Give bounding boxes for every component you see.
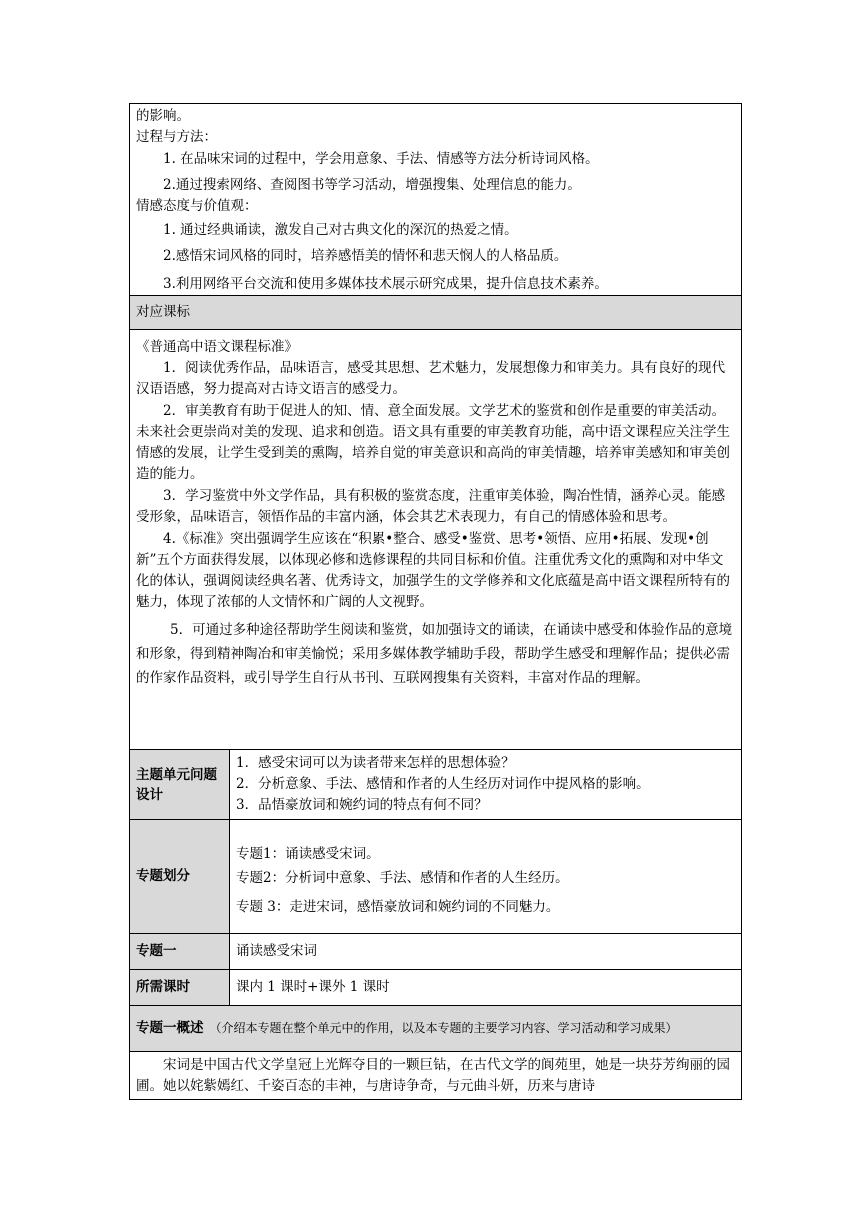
overview-header-row [130,1006,742,1052]
standards-header: 对应课标 [130,296,742,330]
topic-one-row [130,934,742,970]
standards-cell [130,330,742,750]
emotion-item: 3.利用网络平台交流和使用多媒体技术展示研究成果，提升信息技术素养。 [163,276,608,292]
topic-item: 专题 3：走进宋词，感悟豪放词和婉约词的不同魅力。 [236,899,560,915]
overview-row [130,1052,742,1100]
hours-row [130,970,742,1006]
topic-item: 专题1：诵读感受宋词。 [236,846,380,862]
standard-item: 1．阅读优秀作品，品味语言，感受其思想、艺术魅力，发展想像力和审美力。具有良好的现代汉语语感，努力提高对古诗文语言的感受力。 [136,360,726,397]
hours-label: 所需课时 [130,970,230,1006]
topics-label: 专题划分 [130,820,230,934]
process-item: 1. 在品味宋词的过程中，学会用意象、手法、情感等方法分析诗词风格。 [163,151,599,167]
goals-continuation: 的影响。 [136,108,190,124]
standard-item: 5．可通过多种途径帮助学生阅读和鉴赏，如加强诗文的诵读，在诵读中感受和体验作品的意境和形象，得到精神陶冶和审美愉悦；采用多媒体教学辅助手段，帮助学生感受和理解作品；提供必需的作家作品资料，或引导学生自行从书刊、互联网搜集有关资料，丰富对作品的理解。 [136,622,733,686]
questions-label: 主题单元问题设计 [130,750,230,820]
topics-cell [230,820,742,934]
topics-row [130,820,742,934]
process-item: 2.通过搜索网络、查阅图书等学习活动，增强搜集、处理信息的能力。 [163,177,581,193]
topic-item: 专题2：分析词中意象、手法、感情和作者的人生经历。 [236,870,569,886]
process-title: 过程与方法： [136,129,217,145]
overview-cell [130,1052,742,1100]
emotion-item: 1. 通过经典诵读，激发自己对古典文化的深沉的热爱之情。 [163,222,518,238]
standard-item: 3．学习鉴赏中外文学作品，具有积极的鉴赏态度，注重审美体验，陶冶性情，涵养心灵。能感受形象，品味语言，领悟作品的丰富内涵，体会其艺术表现力，有自己的情感体验和思考。 [136,488,726,525]
overview-label: 专题一概述 [136,1020,204,1036]
goals-cell [130,104,742,296]
question-item: 3．品悟豪放词和婉约词的特点有何不同？ [236,797,488,813]
overview-note: （介绍本专题在整个单元中的作用，以及本专题的主要学习内容、学习活动和学习成果） [209,1021,678,1035]
hours-value: 课内 1 课时+课外 1 课时 [230,970,742,1006]
topic-one-label: 专题一 [130,934,230,970]
overview-text: 宋词是中国古代文学皇冠上光辉夺目的一颗巨钻，在古代文学的阆苑里，她是一块芬芳绚丽的园圃。她以姹紫嫣红、千姿百态的丰神，与唐诗争奇，与元曲斗妍，历来与唐诗 [136,1057,730,1094]
standards-header-row [130,296,742,330]
emotion-title: 情感态度与价值观： [136,198,258,214]
question-item: 1．感受宋词可以为读者带来怎样的思想体验？ [236,755,515,771]
lesson-plan-table [129,103,742,1100]
emotion-item: 2.感悟宋词风格的同时，培养感悟美的情怀和悲天悯人的人格品质。 [163,248,568,264]
overview-header [130,1006,742,1052]
standard-item: 4.《标准》突出强调学生应该在“积累•整合、感受•鉴赏、思考•领悟、应用•拓展、发现•创新”五个方面获得发展，以体现必修和选修课程的共同目标和价值。注重优秀文化的熏陶和对中华文化的体认，强调阅读经典名著、优秀诗文，加强学生的文学修养和文化底蕴是高中语文课程所特有的魅力，体现了浓郁的人文情怀和广阔的人文视野。 [136,531,730,610]
standards-row [130,330,742,750]
question-item: 2．分析意象、手法、感情和作者的人生经历对词作中提风格的影响。 [236,776,650,792]
questions-cell [230,750,742,820]
goals-row [130,104,742,296]
standards-title: 《普通高中语文课程标准》 [136,339,298,355]
topic-one-value: 诵读感受宋词 [230,934,742,970]
standard-item: 2．审美教育有助于促进人的知、情、意全面发展。文学艺术的鉴赏和创作是重要的审美活动。未来社会更崇尚对美的发现、追求和创造。语文具有重要的审美教育功能，高中语文课程应关注学生情感的发展，让学生受到美的熏陶，培养自觉的审美意识和高尚的审美情趣，培养审美感知和审美创造的能力。 [136,403,730,482]
questions-row [130,750,742,820]
